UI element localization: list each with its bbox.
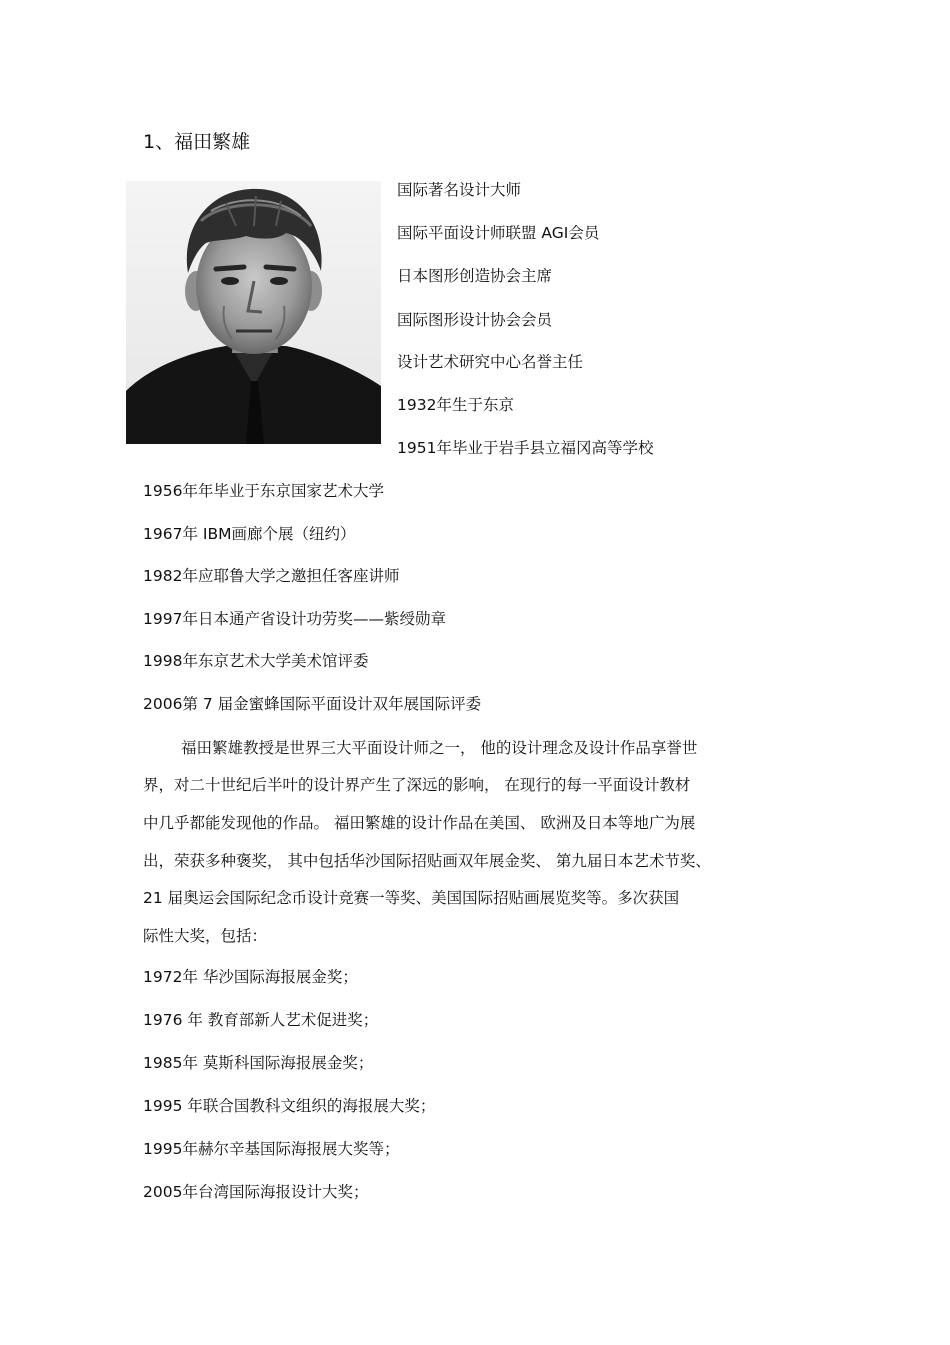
award-line: 1995 年联合国教科文组织的海报展大奖； [143,1097,436,1115]
profile-line: 国际图形设计协会会员 [397,311,553,329]
career-line: 1956年年毕业于东京国家艺术大学 [143,482,384,500]
award-line: 1995年赫尔辛基国际海报展大奖等； [143,1140,400,1158]
paragraph-line: 际性大奖，包括： [143,927,268,945]
paragraph-line: 21 届奥运会国际纪念币设计竞赛一等奖、美国国际招贴画展览奖等。多次获国 [143,889,680,907]
paragraph-line: 中几乎都能发现他的作品。 福田繁雄的设计作品在美国、 欧洲及日本等地广为展 [143,814,696,832]
career-line: 1982年应耶鲁大学之邀担任客座讲师 [143,567,400,585]
award-line: 2005年台湾国际海报设计大奖； [143,1183,369,1201]
profile-line: 日本图形创造协会主席 [397,267,553,285]
portrait-photo [126,181,381,444]
paragraph-line: 出，荣获多种褒奖， 其中包括华沙国际招贴画双年展金奖、 第九届日本艺术节奖、 [143,852,711,870]
award-line: 1972年 华沙国际海报展金奖； [143,968,358,986]
paragraph-line: 界，对二十世纪后半叶的设计界产生了深远的影响， 在现行的每一平面设计教材 [143,776,691,794]
career-line: 1998年东京艺术大学美术馆评委 [143,652,369,670]
page-title: 1、福田繁雄 [143,131,251,153]
profile-line: 国际著名设计大师 [397,181,522,199]
paragraph-line: 福田繁雄教授是世界三大平面设计师之一， 他的设计理念及设计作品享誉世 [181,739,698,757]
career-line: 1997年日本通产省设计功劳奖——紫绶勋章 [143,610,446,628]
career-line: 2006第 7 届金蜜蜂国际平面设计双年展国际评委 [143,695,482,713]
profile-line: 国际平面设计师联盟 AGI会员 [397,224,600,242]
profile-line: 1951年毕业于岩手县立福冈高等学校 [397,439,654,457]
profile-line: 设计艺术研究中心名誉主任 [397,353,584,371]
award-line: 1985年 莫斯科国际海报展金奖； [143,1054,374,1072]
award-line: 1976 年 教育部新人艺术促进奖； [143,1011,379,1029]
profile-line: 1932年生于东京 [397,396,514,414]
career-line: 1967年 IBM画廊个展（纽约） [143,525,356,543]
